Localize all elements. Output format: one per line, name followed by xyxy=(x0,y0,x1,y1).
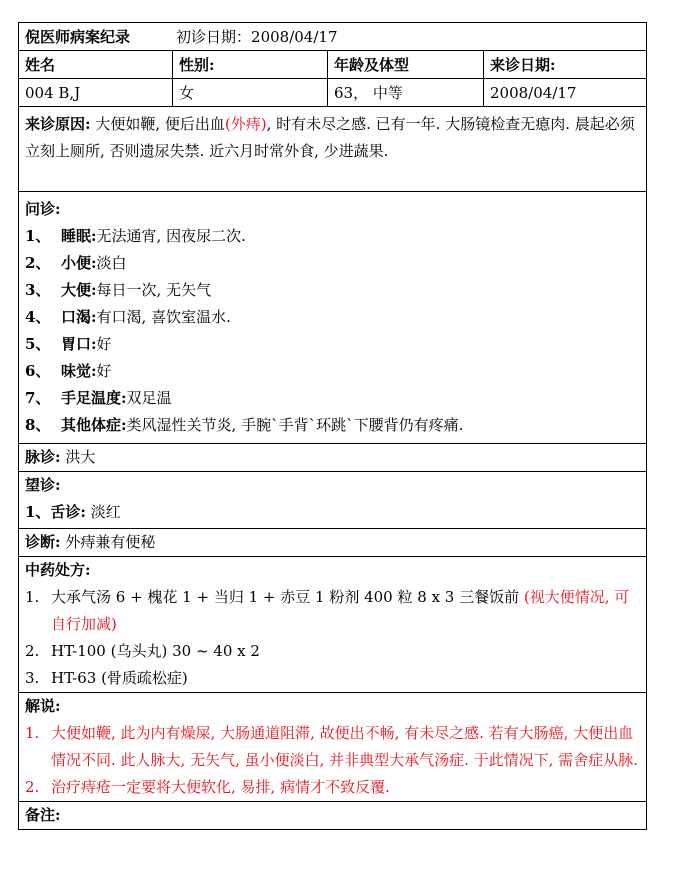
explanation-text: 大便如鞭, 此为内有燥屎, 大肠通道阻滞, 故便出不畅, 有未尽之感. 若有大肠癌, 大便出血情况不同. 此人脉大, 无矢气, 虽小便淡白, 并非典型大承气汤症. 于此情况下, 需舍症从脉. xyxy=(51,724,638,769)
inquiry-key: 睡眠: xyxy=(61,227,97,245)
inquiry-key: 小便: xyxy=(61,254,97,272)
prescription-label: 中药处方: xyxy=(25,561,91,579)
name-header: 姓名 xyxy=(19,51,173,78)
diagnosis-text: 外痔兼有便秘 xyxy=(60,533,156,551)
inquiry-key: 其他体症: xyxy=(61,416,127,434)
inquiry-label: 问诊: xyxy=(25,200,61,218)
explanation-label: 解说: xyxy=(25,697,61,715)
observation-label: 望诊: xyxy=(25,476,61,494)
patient-age: 63， 中等 xyxy=(328,79,484,106)
visit-date-header: 来诊日期: xyxy=(490,56,556,74)
inquiry-value: 淡白 xyxy=(96,254,127,272)
inquiry-key: 口渴: xyxy=(61,308,97,326)
inquiry-num: 5、 xyxy=(25,335,51,353)
inquiry-value: 好 xyxy=(96,335,112,353)
prescription-text: 大承气汤 6 + 槐花 1 + 当归 1 + 赤豆 1 粉剂 400 粒 8 x 3 三餐饭前 xyxy=(51,588,524,606)
pulse-section xyxy=(19,444,646,472)
first-visit-label: 初诊日期： xyxy=(176,28,252,46)
complaint-label: 来诊原因: xyxy=(25,115,91,133)
inquiry-key: 味觉: xyxy=(61,362,97,380)
prescription-text: HT-100 (乌头丸) 30 ~ 40 x 2 xyxy=(51,642,260,660)
prescription-item xyxy=(25,638,640,665)
inquiry-num: 4、 xyxy=(25,308,51,326)
inquiry-item xyxy=(25,385,640,412)
inquiry-value: 类风湿性关节炎, 手腕`手背`环跳`下腰背仍有疼痛. xyxy=(126,416,464,434)
inquiry-num: 2、 xyxy=(25,254,51,272)
medical-record xyxy=(18,22,647,830)
prescription-item xyxy=(25,665,640,692)
inquiry-item xyxy=(25,277,640,304)
inquiry-item xyxy=(25,358,640,385)
diagnosis-label: 诊断: xyxy=(25,533,61,551)
inquiry-value: 有口渴, 喜饮室温水. xyxy=(96,308,231,326)
prescription-num: 2. xyxy=(25,642,40,660)
inquiry-key: 大便: xyxy=(61,281,97,299)
visit-date: 2008/04/17 xyxy=(490,83,577,102)
explanation-item xyxy=(25,774,640,801)
record-title-row xyxy=(19,23,646,51)
prescription-item xyxy=(25,584,640,638)
prescription-num: 3. xyxy=(25,669,40,687)
inquiry-key: 胃口: xyxy=(61,335,97,353)
patient-gender: 女 xyxy=(173,79,328,106)
explanation-num: 2. xyxy=(25,778,40,796)
first-visit-date: 2008/04/17 xyxy=(251,27,338,46)
observation-section xyxy=(19,472,646,529)
pulse-text: 洪大 xyxy=(60,448,96,466)
tongue-label: 1、舌诊: xyxy=(25,503,86,521)
prescription-section xyxy=(19,557,646,693)
info-header-row xyxy=(19,51,646,79)
age-header: 年龄及体型 xyxy=(328,51,484,78)
inquiry-item xyxy=(25,331,640,358)
inquiry-value: 双足温 xyxy=(126,389,172,407)
prescription-text: HT-63 (骨质疏松症) xyxy=(51,669,188,687)
remarks-section xyxy=(19,802,646,830)
complaint-section xyxy=(19,107,646,192)
complaint-red-text: (外痔) xyxy=(224,115,267,133)
inquiry-num: 7、 xyxy=(25,389,51,407)
complaint-text-b: , 时有未尽之感. 已有一年. 大肠镜检查无瘜肉. 晨起必须立刻上厕所, 否则遗尿失禁. 近六月时常外食, 少进蔬果. xyxy=(25,115,635,160)
record-title: 倪医师病案纪录 xyxy=(25,28,131,46)
inquiry-value: 每日一次, 无矢气 xyxy=(96,281,212,299)
diagnosis-section xyxy=(19,529,646,557)
inquiry-num: 3、 xyxy=(25,281,51,299)
inquiry-key: 手足温度: xyxy=(61,389,127,407)
tongue-text: 淡红 xyxy=(85,503,121,521)
pulse-label: 脉诊: xyxy=(25,448,61,466)
prescription-num: 1. xyxy=(25,588,40,606)
gender-header: 性别: xyxy=(173,51,328,78)
explanation-text: 治疗痔疮一定要将大便软化, 易排, 病情才不致反覆. xyxy=(51,778,390,796)
inquiry-section xyxy=(19,192,646,444)
explanation-item xyxy=(25,720,640,774)
inquiry-num: 6、 xyxy=(25,362,51,380)
remarks-label: 备注: xyxy=(25,806,61,824)
inquiry-num: 8、 xyxy=(25,416,51,434)
inquiry-num: 1、 xyxy=(25,227,51,245)
inquiry-item xyxy=(25,250,640,277)
inquiry-value: 无法通宵, 因夜尿二次. xyxy=(96,227,246,245)
complaint-text-a: 大便如鞭, 便后出血 xyxy=(90,115,225,133)
inquiry-item xyxy=(25,304,640,331)
inquiry-item xyxy=(25,412,640,439)
explanation-num: 1. xyxy=(25,724,40,742)
inquiry-item xyxy=(25,223,640,250)
prescription-note: (视大便情况, 可自行加减) xyxy=(51,588,630,633)
info-value-row xyxy=(19,79,646,107)
inquiry-value: 好 xyxy=(96,362,112,380)
explanation-section xyxy=(19,693,646,802)
patient-name: 004 B,J xyxy=(19,79,173,106)
